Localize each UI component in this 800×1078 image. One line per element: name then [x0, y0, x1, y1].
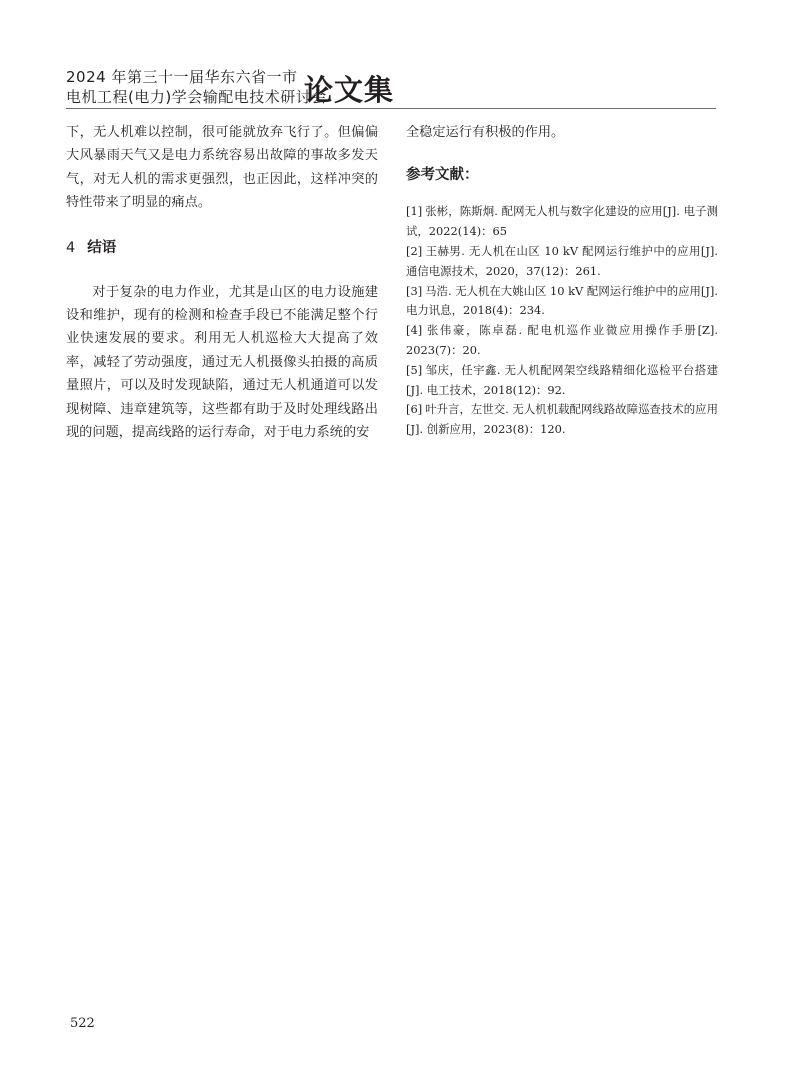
section-heading: [66, 237, 378, 259]
reference-item: [406, 202, 718, 242]
reference-tag: [4]: [406, 323, 423, 338]
right-column: [406, 121, 718, 440]
reference-text: 叶升言，左世交. 无人机机载配网线路故障巡查技术的应用[J]. 创新应用，2023(8)：120.: [406, 402, 718, 437]
header-conference-line2: 电机工程(电力)学会输配电技术研讨会: [66, 88, 327, 106]
reference-tag: [2]: [406, 244, 423, 258]
reference-text: 张伟豪，陈卓磊. 配电机巡作业微应用操作手册[Z]. 2023(7)：20.: [406, 323, 718, 357]
header-divider: [66, 108, 716, 109]
running-header: [66, 64, 716, 108]
reference-item: [406, 361, 718, 401]
reference-tag: [5]: [406, 362, 423, 377]
section-title: 结语: [87, 239, 117, 256]
header-conference-line1: 2024 年第三十一届华东六省一市: [66, 68, 298, 86]
references-heading: 参考文献：: [406, 167, 479, 184]
conclusion-paragraph: 对于复杂的电力作业，尤其是山区的电力设施建设和维护，现有的检测和检查手段已不能满足整个行业快速发展的要求。利用无人机巡检大大提高了效率，减轻了劳动强度，通过无人机摄像头拍摄的高质量照片，可以及时发现缺陷，通过无人机通道可以发现树障、违章建筑等，这些都有助于及时处理线路出现的问题，提高线路的运行寿命，对于电力系统的安: [66, 284, 378, 441]
reference-text: 马浩. 无人机在大姚山区 10 kV 配网运行维护中的应用[J]. 电力讯息，2018(4)：234.: [406, 283, 718, 318]
left-continuation-paragraph: 下，无人机难以控制，很可能就放弃飞行了。但偏偏大风暴雨天气又是电力系统容易出故障的事故多发天气，对无人机的需求更强烈，也正因此，这样冲突的特性带来了明显的痛点。: [66, 125, 378, 211]
reference-text: 王赫男. 无人机在山区 10 kV 配网运行维护中的应用[J]. 通信电源技术，2020，37(12)：261.: [406, 244, 718, 278]
reference-item: [406, 321, 718, 361]
reference-tag: [6]: [406, 402, 423, 417]
reference-tag: [1]: [406, 204, 423, 219]
reference-text: 张彬，陈斯炯. 配网无人机与数字化建设的应用[J]. 电子测试，2022(14)：65: [406, 204, 718, 239]
reference-item: [406, 282, 718, 322]
right-continuation-paragraph: 全稳定运行有积极的作用。: [406, 125, 565, 140]
reference-tag: [3]: [406, 283, 423, 298]
reference-list: [406, 202, 718, 440]
section-number: 4: [66, 239, 76, 256]
page-number: 522: [70, 1016, 95, 1031]
reference-item: [406, 400, 718, 440]
header-proceedings-title: 论文集: [304, 73, 395, 107]
reference-item: [406, 242, 718, 282]
left-column: [66, 121, 378, 444]
reference-text: 邹庆，任宇鑫. 无人机配网架空线路精细化巡检平台搭建[J]. 电工技术，2018(12)：92.: [406, 362, 718, 397]
